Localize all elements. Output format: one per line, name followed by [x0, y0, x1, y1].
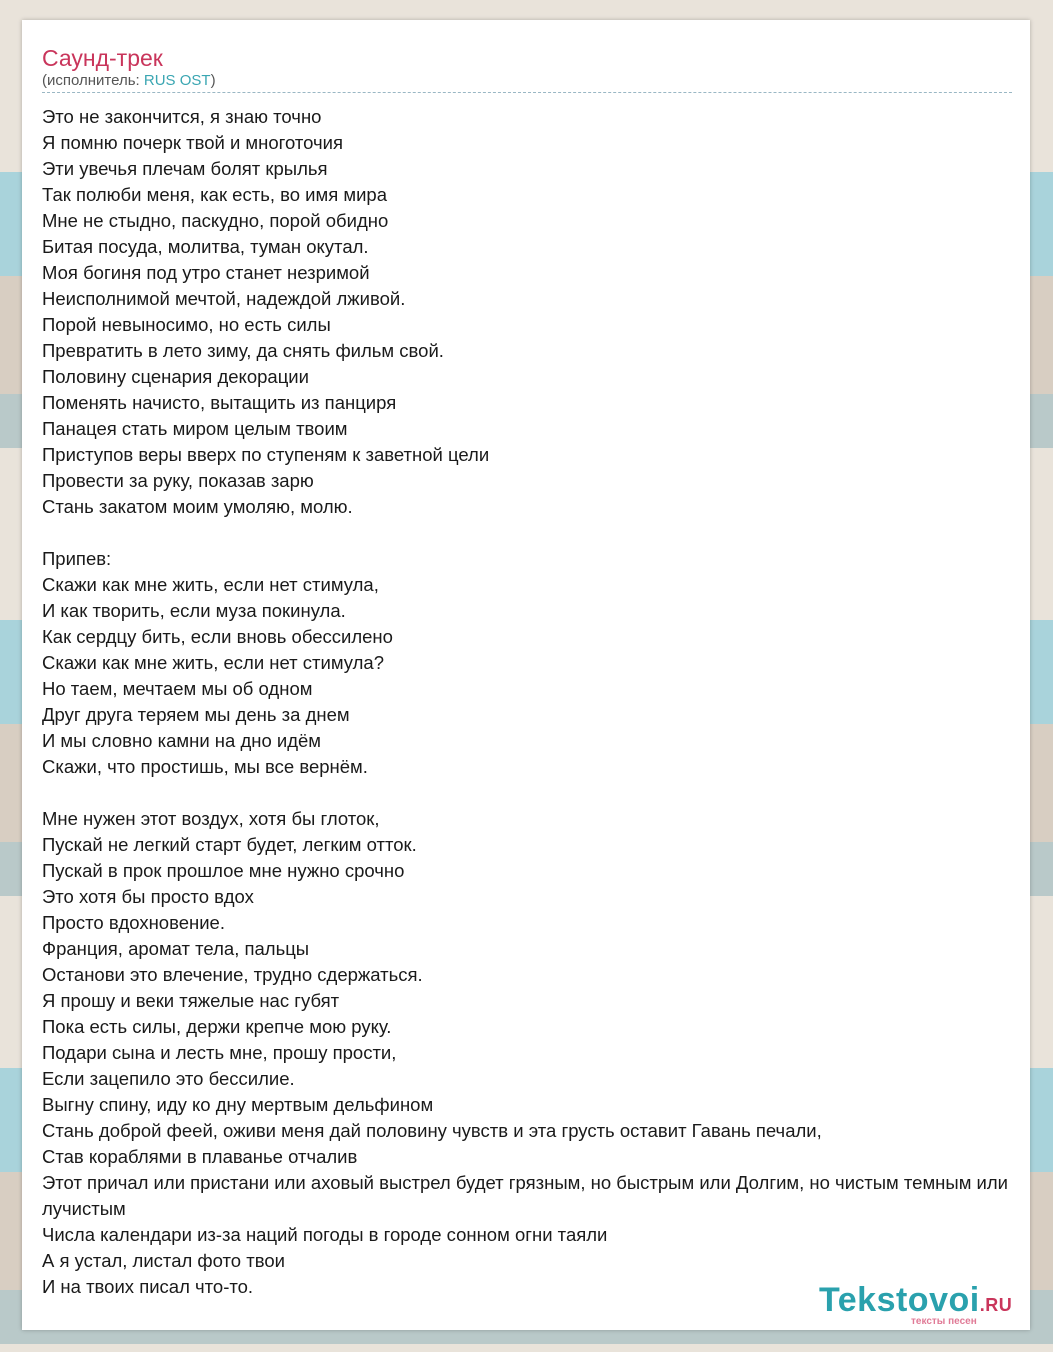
- lyric-line: А я устал, листал фото твои: [42, 1250, 285, 1271]
- lyrics-text: [42, 104, 1030, 1300]
- lyric-line: Стань закатом моим умоляю, молю.: [42, 496, 353, 517]
- lyric-line: Половину сценария декорации: [42, 366, 309, 387]
- title-divider: [42, 92, 1012, 93]
- lyric-line: Выгну спину, иду ко дну мертвым дельфином: [42, 1094, 434, 1115]
- lyric-line: Но таем, мечтаем мы об одном: [42, 678, 313, 699]
- lyric-line: Стань доброй феей, оживи меня дай половину чувств и эта грусть оставит Гавань печали,: [42, 1120, 822, 1141]
- song-title: Саунд-трек: [42, 45, 163, 71]
- lyric-line: Просто вдохновение.: [42, 912, 225, 933]
- lyric-line: Скажи как мне жить, если нет стимула,: [42, 574, 379, 595]
- lyric-line: Скажи как мне жить, если нет стимула?: [42, 652, 384, 673]
- lyric-line: Я помню почерк твой и многоточия: [42, 132, 344, 153]
- lyric-line: Пускай в прок прошлое мне нужно срочно: [42, 860, 405, 881]
- lyric-line: Это не закончится, я знаю точно: [42, 106, 322, 127]
- lyric-line: Скажи, что простишь, мы все вернём.: [42, 756, 368, 777]
- lyric-line: Как сердцу бить, если вновь обессилено: [42, 626, 393, 647]
- artist-prefix: (исполнитель:: [42, 72, 144, 89]
- lyric-line: Франция, аромат тела, пальцы: [42, 938, 310, 959]
- lyric-line: Мне нужен этот воздух, хотя бы глоток,: [42, 808, 380, 829]
- lyric-line: Порой невыносимо, но есть силы: [42, 314, 331, 335]
- lyric-line: Друг друга теряем мы день за днем: [42, 704, 350, 725]
- lyric-line: Панацея стать миром целым твоим: [42, 418, 348, 439]
- artist-line: [42, 72, 216, 90]
- artist-link[interactable]: RUS OST: [143, 72, 211, 89]
- lyric-line: Приступов веры вверх по ступеням к заветной цели: [42, 444, 490, 465]
- lyric-line: Это хотя бы просто вдох: [42, 886, 254, 907]
- logo-tld: .RU: [979, 1295, 1013, 1315]
- lyric-line: И на твоих писал что-то.: [42, 1276, 254, 1297]
- lyric-line: И мы словно камни на дно идём: [42, 730, 322, 751]
- lyric-line: Эти увечья плечам болят крылья: [42, 158, 328, 179]
- lyric-line: Провести за руку, показав зарю: [42, 470, 314, 491]
- lyric-line: Числа календари из-за наций погоды в городе сонном огни таяли: [42, 1224, 608, 1245]
- lyric-line: Пока есть силы, держи крепче мою руку.: [42, 1016, 392, 1037]
- lyric-line: Этот причал или пристани или аховый выстрел будет грязным, но быстрым или Долгим, но чистым темным или лучистым: [42, 1172, 1009, 1219]
- lyric-line: Поменять начисто, вытащить из панциря: [42, 392, 397, 413]
- lyric-line: Пускай не легкий старт будет, легким отток.: [42, 834, 417, 855]
- lyric-line: Подари сына и лесть мне, прошу прости,: [42, 1042, 397, 1063]
- lyric-line: Мне не стыдно, паскудно, порой обидно: [42, 210, 389, 231]
- lyric-line: Останови это влечение, трудно сдержаться.: [42, 964, 423, 985]
- lyric-line: Так полюби меня, как есть, во имя мира: [42, 184, 387, 205]
- lyric-line: Став кораблями в плаванье отчалив: [42, 1146, 358, 1167]
- logo-tagline: тексты песен: [911, 1316, 977, 1327]
- lyric-line: Превратить в лето зиму, да снять фильм свой.: [42, 340, 444, 361]
- lyric-line: Если зацепило это бессилие.: [42, 1068, 295, 1089]
- site-logo[interactable]: [819, 1280, 1024, 1328]
- lyrics-card: [22, 20, 1030, 1330]
- lyric-blank-line: [42, 780, 1030, 806]
- lyric-blank-line: [42, 520, 1030, 546]
- lyric-line: Я прошу и веки тяжелые нас губят: [42, 990, 340, 1011]
- lyric-line: Припев:: [42, 548, 112, 569]
- lyric-line: И как творить, если муза покинула.: [42, 600, 346, 621]
- lyric-line: Неисполнимой мечтой, надеждой лживой.: [42, 288, 406, 309]
- artist-suffix: ): [210, 72, 216, 89]
- lyric-line: Моя богиня под утро станет незримой: [42, 262, 370, 283]
- lyric-line: Битая посуда, молитва, туман окутал.: [42, 236, 369, 257]
- logo-name: Tekstovoi: [819, 1281, 980, 1319]
